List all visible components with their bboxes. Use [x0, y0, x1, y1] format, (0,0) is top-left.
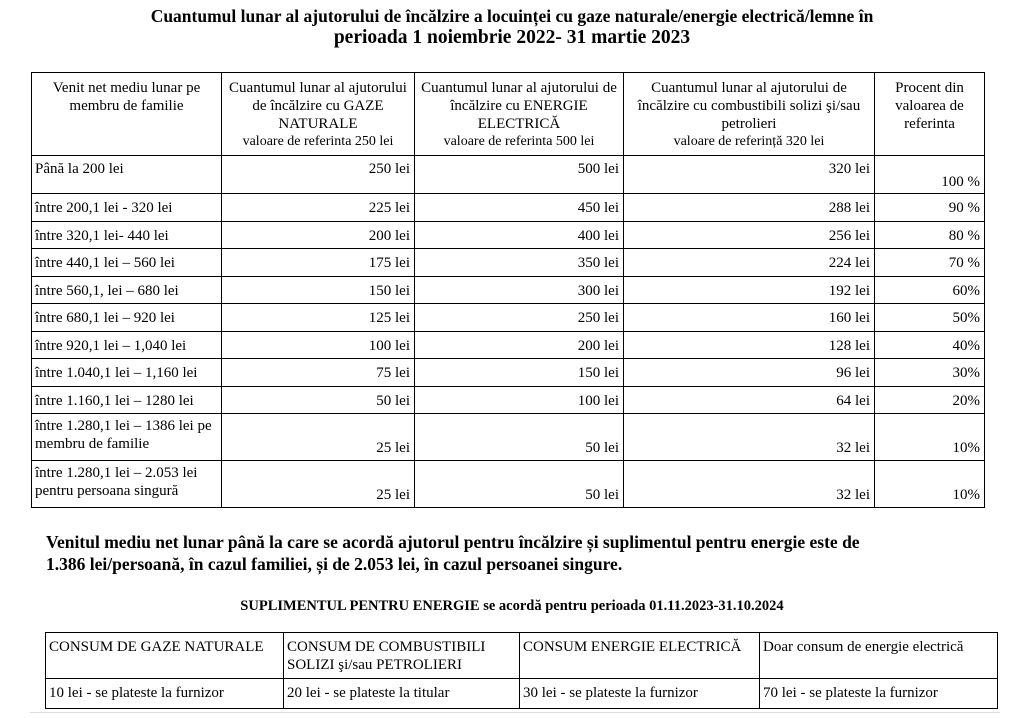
cell-electric: 250 lei [415, 304, 624, 332]
cell-income: între 680,1 lei – 920 lei [32, 304, 222, 332]
header-gas-label: Cuantumul lunar al ajutorului de încălzire cu GAZE NATURALE [229, 80, 407, 132]
cell-income: între 1.160,1 lei – 1280 lei [32, 386, 222, 414]
cell-percent: 10% [875, 414, 985, 461]
cell-income: Până la 200 lei [32, 156, 222, 194]
cell-electric: 300 lei [415, 276, 624, 304]
header-electric-label: Cuantumul lunar al ajutorului de încălzire cu ENERGIE ELECTRICĂ [421, 80, 617, 132]
table-row [32, 331, 985, 359]
table-row [32, 249, 985, 277]
header-solid-fuel [624, 73, 875, 156]
table-row [32, 304, 985, 332]
cell-electric: 100 lei [415, 386, 624, 414]
header-gas-reference: valoare de referinta 250 lei [242, 134, 394, 149]
supplement-value-electric-only: 70 lei - se plateste la furnizor [760, 679, 998, 709]
cell-percent: 20% [875, 386, 985, 414]
cell-percent: 80 % [875, 221, 985, 249]
cell-solid-fuel: 64 lei [624, 386, 875, 414]
cell-gas: 125 lei [222, 304, 415, 332]
cell-percent: 40% [875, 331, 985, 359]
cell-electric: 50 lei [415, 461, 624, 508]
table-row [32, 156, 985, 194]
cell-gas: 100 lei [222, 331, 415, 359]
table-row [32, 359, 985, 387]
cell-solid-fuel: 288 lei [624, 194, 875, 222]
cell-percent: 70 % [875, 249, 985, 277]
cell-income: între 200,1 lei - 320 lei [32, 194, 222, 222]
header-gas [222, 73, 415, 156]
supplement-title: SUPLIMENTUL PENTRU ENERGIE se acordă pentru perioada 01.11.2023-31.10.2024 [240, 598, 784, 614]
header-solid-fuel-reference: valoare de referință 320 lei [673, 134, 825, 149]
supplement-value-gas: 10 lei - se plateste la furnizor [46, 679, 284, 709]
cell-gas: 225 lei [222, 194, 415, 222]
document-title [0, 5, 1024, 49]
cell-electric: 350 lei [415, 249, 624, 277]
cell-solid-fuel: 96 lei [624, 359, 875, 387]
cell-income: între 440,1 lei – 560 lei [32, 249, 222, 277]
cell-gas: 175 lei [222, 249, 415, 277]
cell-gas: 50 lei [222, 386, 415, 414]
cell-solid-fuel: 256 lei [624, 221, 875, 249]
table-row [32, 194, 985, 222]
cell-gas: 25 lei [222, 414, 415, 461]
cell-percent: 60% [875, 276, 985, 304]
cell-gas: 150 lei [222, 276, 415, 304]
cell-percent: 10% [875, 461, 985, 508]
note-line-2: 1.386 lei/persoană, în cazul familiei, și de 2.053 lei, în cazul persoanei singure. [46, 554, 623, 574]
energy-supplement-table [45, 632, 998, 709]
header-solid-fuel-label: Cuantumul lunar al ajutorului de încălzire cu combustibili solizi şi/sau petrolieri [637, 80, 861, 132]
cell-electric: 500 lei [415, 156, 624, 194]
cell-income: între 1.280,1 lei – 2.053 lei pentru persoana singură [32, 461, 222, 508]
header-percent: Procent din valoarea de referinta [875, 73, 985, 156]
cell-income: între 920,1 lei – 1,040 lei [32, 331, 222, 359]
table-row [32, 221, 985, 249]
supplement-header-solid-fuel: CONSUM DE COMBUSTIBILI SOLIZI şi/sau PETROLIERI [284, 633, 520, 679]
supplement-value-row [46, 679, 998, 709]
cell-electric: 200 lei [415, 331, 624, 359]
page-bottom-divider [30, 712, 1000, 713]
cell-gas: 250 lei [222, 156, 415, 194]
cell-solid-fuel: 320 lei [624, 156, 875, 194]
cell-percent: 90 % [875, 194, 985, 222]
supplement-header-electric-only: Doar consum de energie electrică [760, 633, 998, 679]
header-electric [415, 73, 624, 156]
cell-electric: 50 lei [415, 414, 624, 461]
cell-electric: 450 lei [415, 194, 624, 222]
cell-electric: 150 lei [415, 359, 624, 387]
supplement-header-gas: CONSUM DE GAZE NATURALE [46, 633, 284, 679]
header-income: Venit net mediu lunar pe membru de familie [32, 73, 222, 156]
cell-income: între 1.040,1 lei – 1,160 lei [32, 359, 222, 387]
supplement-header-electric: CONSUM ENERGIE ELECTRICĂ [520, 633, 760, 679]
cell-solid-fuel: 32 lei [624, 461, 875, 508]
cell-electric: 400 lei [415, 221, 624, 249]
cell-percent: 100 % [875, 156, 985, 194]
cell-percent: 50% [875, 304, 985, 332]
cell-solid-fuel: 224 lei [624, 249, 875, 277]
supplement-header-row [46, 633, 998, 679]
cell-income: între 320,1 lei- 440 lei [32, 221, 222, 249]
title-line-1: Cuantumul lunar al ajutorului de încălzire a locuinței cu gaze naturale/energie electrică/lemne în [150, 6, 874, 26]
table-header-row [32, 73, 985, 156]
table-row [32, 414, 985, 461]
cell-solid-fuel: 192 lei [624, 276, 875, 304]
table-row [32, 276, 985, 304]
cell-gas: 25 lei [222, 461, 415, 508]
supplement-value-solid-fuel: 20 lei - se plateste la titular [284, 679, 520, 709]
cell-solid-fuel: 160 lei [624, 304, 875, 332]
cell-gas: 75 lei [222, 359, 415, 387]
cell-percent: 30% [875, 359, 985, 387]
cell-gas: 200 lei [222, 221, 415, 249]
note-line-1: Venitul mediu net lunar până la care se acordă ajutorul pentru încălzire și suplimentul pentru energie este de [46, 532, 860, 552]
cell-solid-fuel: 128 lei [624, 331, 875, 359]
cell-solid-fuel: 32 lei [624, 414, 875, 461]
heating-aid-table [31, 72, 985, 508]
title-line-2: perioada 1 noiembrie 2022- 31 martie 2023 [333, 27, 691, 48]
supplement-value-electric: 30 lei - se plateste la furnizor [520, 679, 760, 709]
cell-income: între 1.280,1 lei – 1386 lei pe membru de familie [32, 414, 222, 461]
cell-income: între 560,1, lei – 680 lei [32, 276, 222, 304]
table-row [32, 461, 985, 508]
table-row [32, 386, 985, 414]
income-threshold-note [46, 531, 986, 575]
header-electric-reference: valoare de referinta 500 lei [443, 134, 595, 149]
